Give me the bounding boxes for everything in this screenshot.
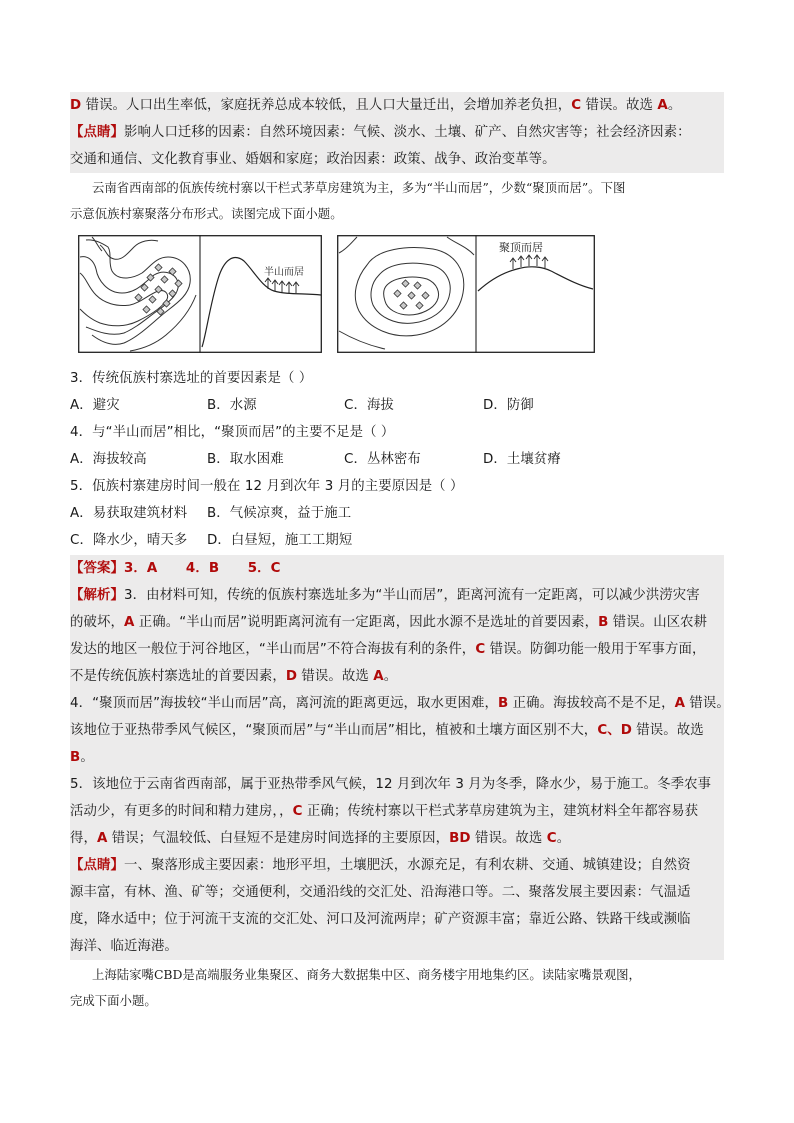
analysis-line-1: 【解析】3．由材料可知，传统的佤族村寨选址多为“半山而居”，距离河流有一定距离，可以减少洪涝灾害 (70, 588, 700, 603)
option-b[interactable]: B．水源 (207, 398, 257, 413)
option-a[interactable]: A．避灾 (70, 398, 120, 413)
question-5-options-row1 (70, 500, 724, 527)
option-c[interactable]: C．丛林密布 (344, 452, 421, 467)
answer-tag: 【答案】 (70, 561, 124, 576)
option-c[interactable]: C．降水少，晴天多 (70, 533, 188, 548)
half-mountain-label: 半山而居 (264, 267, 304, 278)
analysis-line-7: B。 (70, 750, 94, 765)
option-letter: C (571, 98, 582, 113)
document-page (70, 92, 730, 1014)
hilltop-label: 聚顶而居 (499, 241, 543, 254)
question-4: 4．与“半山而居”相比，“聚顶而居”的主要不足是（ ） (70, 425, 395, 440)
analysis-tag: 【解析】 (70, 588, 124, 603)
material-intro: 云南省西南部的佤族传统村寨以干栏式茅草房建筑为主，多为“半山而居”，少数“聚顶而居”。下图 (92, 180, 626, 195)
next-material-intro: 上海陆家嘴CBD是高端服务业集聚区、商务大数据集中区、商务楼宇用地集约区。读陆家嘴景观图， (92, 967, 641, 982)
answer-line (70, 555, 724, 582)
analysis-line-5: 4．“聚顶而居”海拔较“半山而居”高，离河流的距离更远，取水更困难，B 正确。海拔较高不是不足，A 错误。 (70, 696, 730, 711)
tip-tag: 【点睛】 (70, 125, 124, 140)
next-material-intro-2: 完成下面小题。 (70, 993, 157, 1008)
option-a[interactable]: A．易获取建筑材料 (70, 506, 188, 521)
settlement-figure (70, 235, 724, 357)
analysis-line-4: 不是传统佤族村寨选址的首要因素，D 错误。故选 A。 (70, 669, 398, 684)
tip-tag: 【点睛】 (70, 858, 124, 873)
option-b[interactable]: B．取水困难 (207, 452, 284, 467)
prev-tip-line: 【点睛】影响人口迁移的因素：自然环境因素：气候、淡水、土壤、矿产、自然灾害等；社会经济因素： (70, 125, 691, 140)
analysis-line-8: 5．该地位于云南省西南部，属于亚热带季风气候，12 月到次年 3 月为冬季，降水少，易于施工。冬季农事 (70, 777, 712, 792)
tip-line-1: 【点睛】一、聚落形成主要因素：地形平坦，土壤肥沃，水源充足，有利农耕、交通、城镇建设；自然资 (70, 858, 691, 873)
analysis-line-9: 活动少，有更多的时间和精力建房，，C 正确；传统村寨以干栏式茅草房建筑为主，建筑材料全年都容易获 (70, 804, 699, 819)
figure-half-mountain (78, 235, 322, 353)
option-a[interactable]: A．海拔较高 (70, 452, 147, 467)
option-d[interactable]: D．防御 (483, 398, 534, 413)
tip-line-4: 海洋、临近海港。 (70, 939, 178, 954)
prev-tip-line-2: 交通和通信、文化教育事业、婚姻和家庭；政治因素：政策、战争、政治变革等。 (70, 152, 556, 167)
option-b[interactable]: B．气候凉爽，益于施工 (207, 506, 352, 521)
question-3-options (70, 392, 724, 419)
previous-answer-block (70, 92, 724, 173)
question-4-options (70, 446, 724, 473)
question-5-options-row2 (70, 527, 724, 554)
option-letter: A (657, 98, 668, 113)
answer-text: 3．A 4．B 5．C (123, 561, 281, 576)
analysis-line-3: 发达的地区一般位于河谷地区，“半山而居”不符合海拔有利的条件，C 错误。防御功能一般用于军事方面， (70, 642, 706, 657)
question-5: 5．佤族村寨建房时间一般在 12 月到次年 3 月的主要原因是（ ） (70, 479, 464, 494)
option-d[interactable]: D．土壤贫瘠 (483, 452, 561, 467)
analysis-line-10: 得，A 错误；气温较低、白昼短不是建房时间选择的主要原因，BD 错误。故选 C。 (70, 831, 571, 846)
question-3: 3．传统佤族村寨选址的首要因素是（ ） (70, 371, 313, 386)
option-letter: D (70, 98, 82, 113)
answer-block (70, 555, 730, 960)
option-d[interactable]: D．白昼短，施工工期短 (207, 533, 353, 548)
material-intro-2: 示意佤族村寨聚落分布形式。读图完成下面小题。 (70, 206, 343, 221)
analysis-line-2: 的破坏，A 正确。“半山而居”说明距离河流有一定距离，因此水源不是选址的首要因素，B 错误。山区农耕 (70, 615, 708, 630)
tip-line-3: 度，降水适中；位于河流干支流的交汇处、河口及河流两岸；矿产资源丰富；靠近公路、铁路干线或濒临 (70, 912, 691, 927)
option-c[interactable]: C．海拔 (344, 398, 394, 413)
tip-line-2: 源丰富，有林、渔、矿等；交通便利，交通沿线的交汇处、沿海港口等。二、聚落发展主要因素：气温适 (70, 885, 691, 900)
prev-explanation-line: D 错误。人口出生率低，家庭抚养总成本较低，且人口大量迁出，会增加养老负担，C 错误。故选 A。 (70, 98, 682, 113)
analysis-line-6: 该地位于亚热带季风气候区，“聚顶而居”与“半山而居”相比，植被和土壤方面区别不大，C、D 错误。故选 (70, 723, 704, 738)
figure-hilltop (337, 235, 595, 353)
